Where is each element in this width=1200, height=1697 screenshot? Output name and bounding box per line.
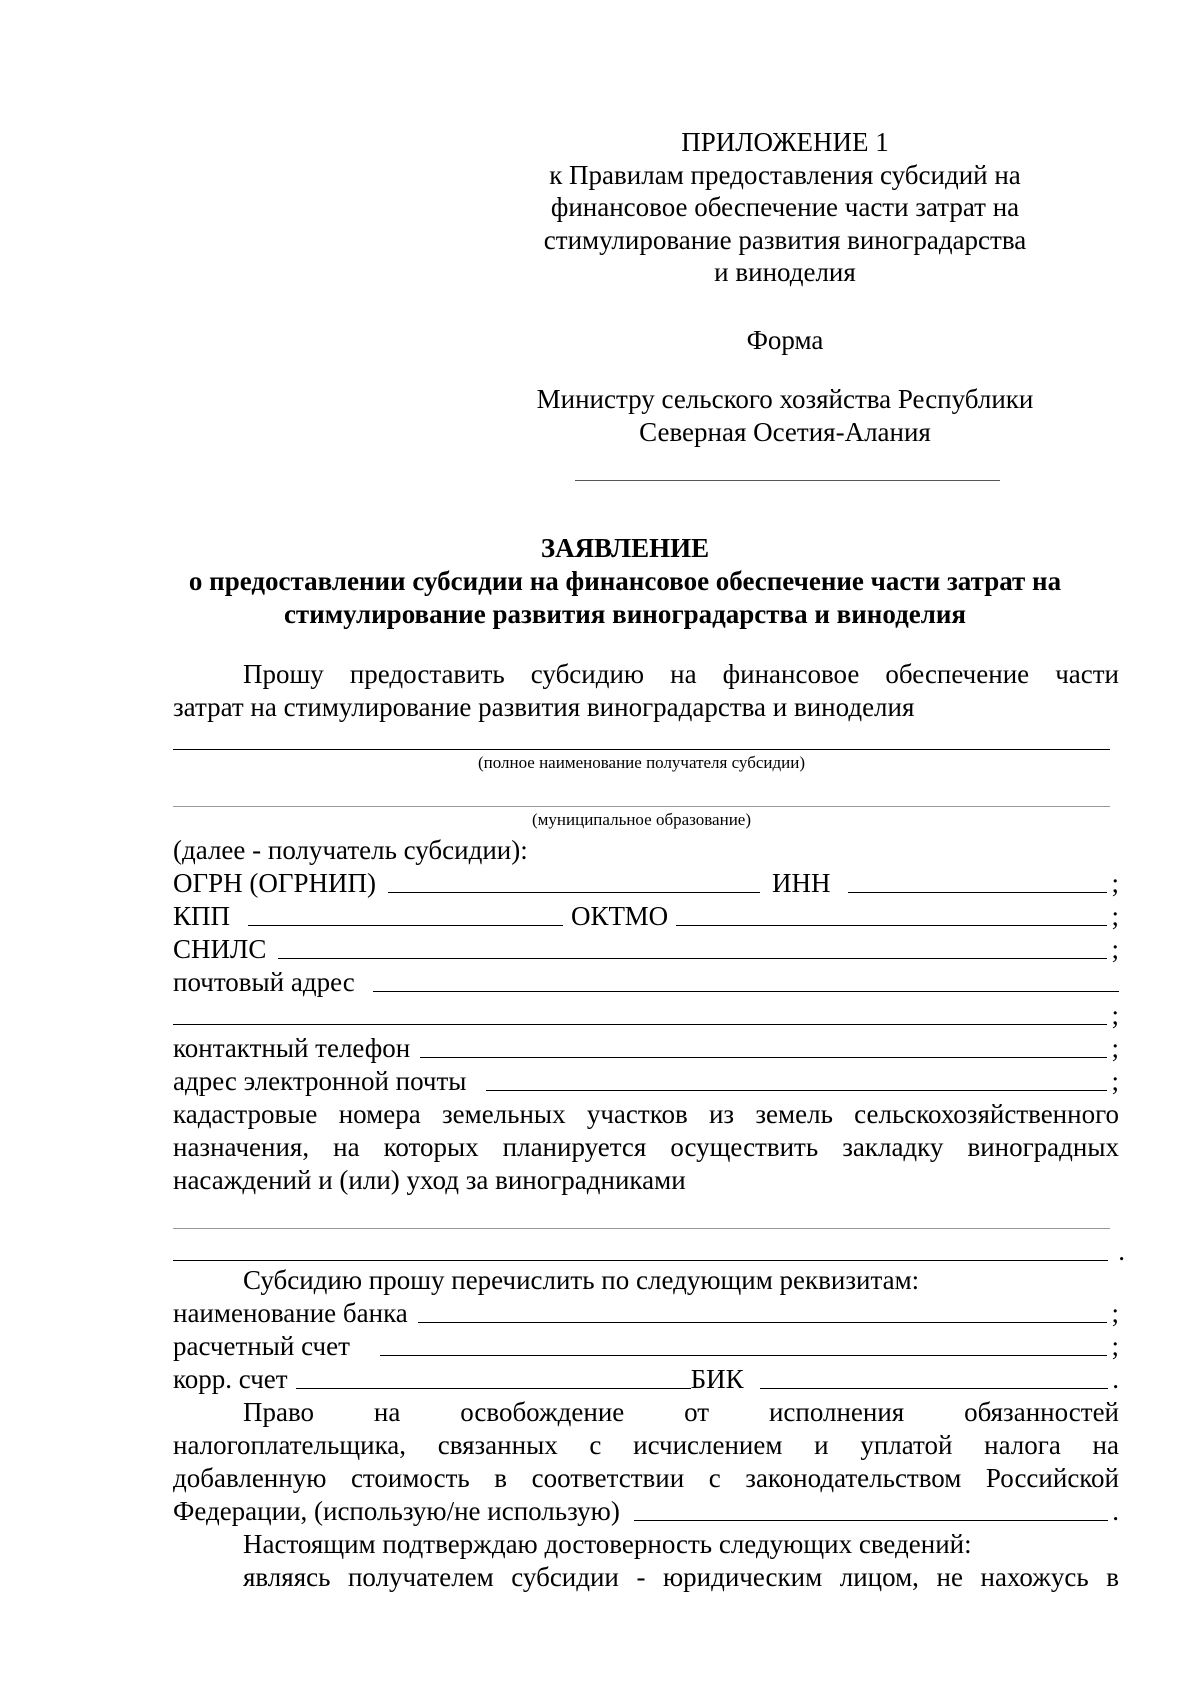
cadastral-field-continued[interactable] (173, 1260, 1108, 1261)
appendix-line: финансовое обеспечение части затрат на (550, 192, 1020, 222)
corr-field[interactable] (296, 1388, 691, 1389)
request-line-1: Прошу предоставить субсидию на финансовое обеспечение части (243, 659, 1119, 689)
appendix-line: к Правилам предоставления субсидий на (549, 159, 1021, 190)
appendix-block (520, 126, 1050, 289)
oktmo-label: ОКТМО (571, 901, 669, 931)
postal-label: почтовый адрес (173, 967, 355, 997)
email-field[interactable] (486, 1090, 1107, 1091)
semicolon: ; (1111, 1331, 1119, 1361)
postal-field[interactable] (373, 991, 1119, 992)
addressee-line: Министру сельского хозяйства Республики (536, 384, 1034, 414)
kpp-oktmo-row (173, 899, 1119, 933)
semicolon: ; (1111, 1298, 1119, 1328)
municipality-field[interactable] (173, 806, 1110, 807)
inn-label: ИНН (771, 868, 831, 898)
recipient-name-field[interactable] (173, 749, 1110, 750)
cadastral-line-2: назначения, на которых планируется осуществить закладку виноградных (173, 1132, 1119, 1162)
postal-row-2 (173, 998, 1119, 1032)
vat-field[interactable] (634, 1520, 1108, 1521)
period: . (1118, 1236, 1125, 1266)
semicolon: ; (1111, 868, 1119, 898)
vat-line-4: Федерации, (использую/не использую) (173, 1496, 620, 1526)
account-label: расчетный счет (173, 1331, 350, 1361)
cadastral-line-3: насаждений и (или) уход за виноградниками (173, 1165, 686, 1195)
title-line: стимулирование развития виноградарства и виноделия (283, 599, 967, 629)
ogrn-field[interactable] (388, 892, 760, 893)
phone-row (173, 1031, 1119, 1065)
addressee-line: Северная Осетия-Алания (639, 417, 931, 447)
municipality-caption: (муниципальное образование) (532, 810, 751, 829)
corr-bik-row (173, 1362, 1119, 1396)
corr-label: корр. счет (173, 1364, 288, 1394)
vat-line-2: налогоплательщика, связанных с исчислением и уплатой налога на (173, 1430, 1119, 1460)
addressee-block (520, 383, 1050, 449)
vat-line-3: добавленную стоимость в соответствии с законодательством Российской (173, 1463, 1119, 1493)
form-label: Форма (746, 325, 824, 355)
title-heading: ЗАЯВЛЕНИЕ (540, 533, 710, 563)
cadastral-field[interactable] (173, 1228, 1110, 1229)
ogrn-inn-row (173, 866, 1119, 900)
recipient-name-caption: (полное наименование получателя субсидии) (477, 753, 806, 772)
email-row (173, 1064, 1119, 1098)
bik-label: БИК (690, 1364, 744, 1394)
hereinafter-text: (далее - получатель субсидии): (173, 835, 528, 865)
account-row (173, 1329, 1119, 1363)
kpp-field[interactable] (248, 925, 563, 926)
title-line: о предоставлении субсидии на финансовое обеспечение части затрат на (188, 566, 1062, 596)
requisites-intro: Субсидию прошу перечислить по следующим реквизитам: (243, 1265, 920, 1295)
postal-row (173, 965, 1119, 999)
document-title (150, 532, 1100, 631)
snils-label: СНИЛС (173, 934, 267, 964)
phone-label: контактный телефон (173, 1033, 411, 1063)
snils-row (173, 932, 1119, 966)
period: . (1112, 1364, 1119, 1394)
snils-field[interactable] (278, 958, 1107, 959)
semicolon: ; (1111, 1066, 1119, 1096)
bank-row (173, 1296, 1119, 1330)
phone-field[interactable] (420, 1057, 1107, 1058)
bank-field[interactable] (418, 1322, 1108, 1323)
appendix-line: и виноделия (714, 257, 856, 287)
semicolon: ; (1111, 934, 1119, 964)
oktmo-field[interactable] (676, 925, 1107, 926)
cadastral-line-1: кадастровые номера земельных участков из земель сельскохозяйственного (173, 1099, 1119, 1129)
last-line: являясь получателем субсидии - юридическим лицом, не нахожусь в (243, 1562, 1119, 1592)
email-label: адрес электронной почты (173, 1066, 467, 1096)
kpp-label: КПП (173, 901, 231, 931)
period: . (1112, 1496, 1119, 1526)
bank-label: наименование банка (173, 1298, 408, 1328)
ogrn-label: ОГРН (ОГРНИП) (173, 868, 376, 898)
semicolon: ; (1111, 1000, 1119, 1030)
account-field[interactable] (380, 1355, 1108, 1356)
inn-field[interactable] (848, 892, 1107, 893)
confirm-intro: Настоящим подтверждаю достоверность следующих сведений: (243, 1529, 972, 1559)
vat-row-4 (173, 1494, 1119, 1528)
semicolon: ; (1111, 901, 1119, 931)
appendix-line: стимулирование развития виноградарства (543, 224, 1027, 255)
postal-field-continued[interactable] (173, 1024, 1107, 1025)
appendix-title: ПРИЛОЖЕНИЕ 1 (681, 127, 889, 157)
request-line-2: затрат на стимулирование развития виноградарства и виноделия (173, 692, 915, 722)
addressee-signature-line[interactable] (575, 480, 1000, 481)
semicolon: ; (1111, 1033, 1119, 1063)
bik-field[interactable] (760, 1388, 1109, 1389)
vat-line-1: Право на освобождение от исполнения обязанностей (243, 1397, 1119, 1427)
